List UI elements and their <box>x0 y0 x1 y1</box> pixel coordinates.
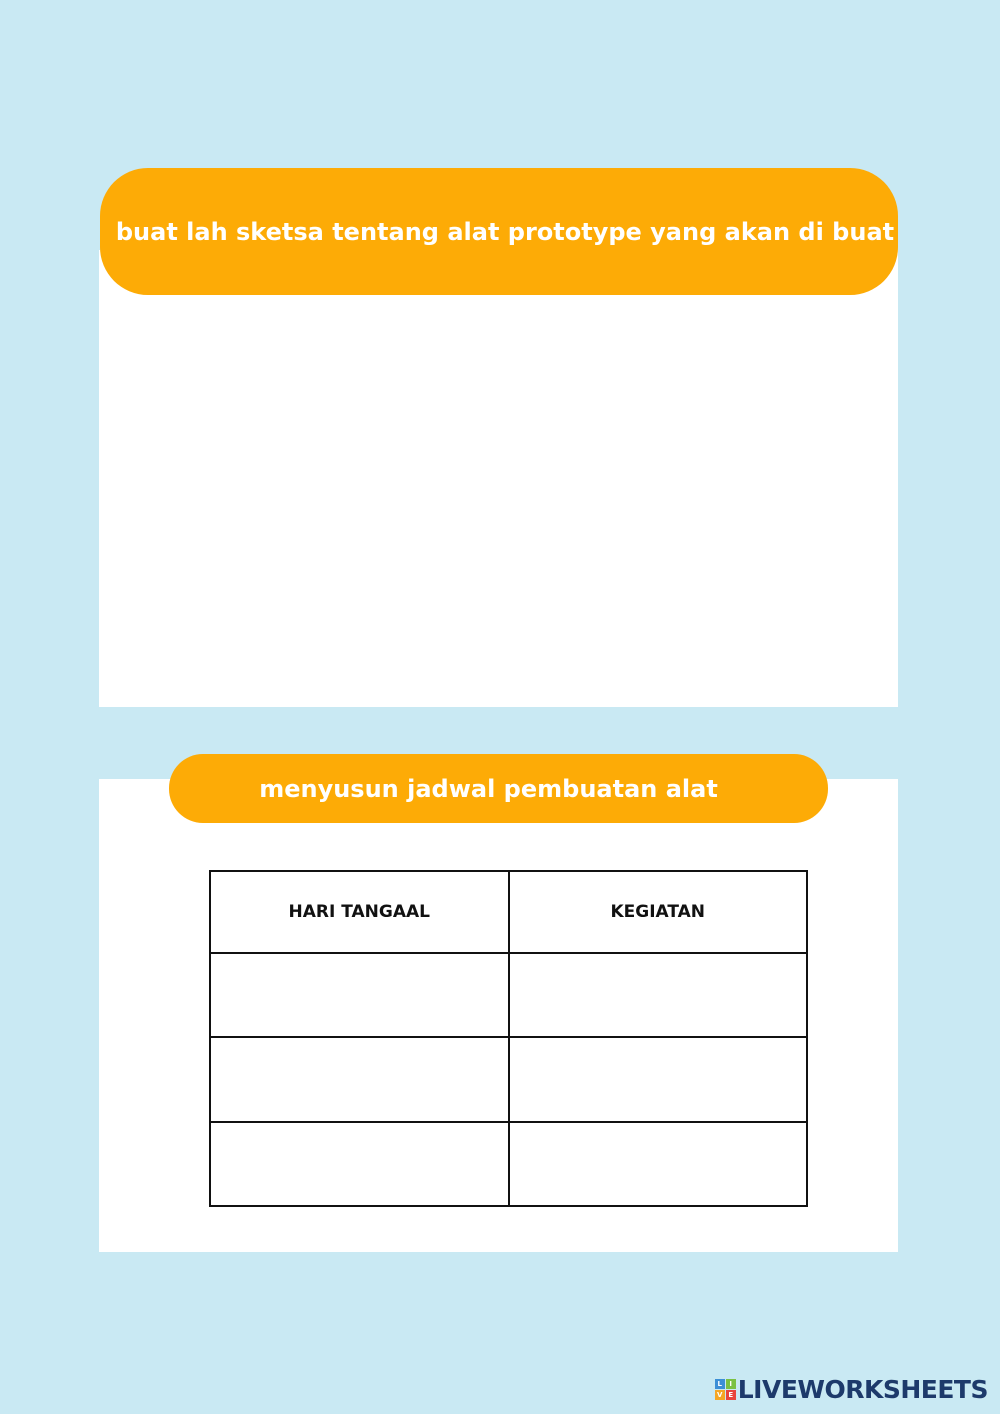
schedule-section-title-text: menyusun jadwal pembuatan alat <box>259 774 718 803</box>
logo-letter: E <box>726 1390 736 1400</box>
header-kegiatan: KEGIATAN <box>509 871 808 953</box>
schedule-table <box>209 870 808 1207</box>
table-row <box>210 1122 807 1206</box>
liveworksheets-brand[interactable] <box>715 1375 988 1404</box>
sketch-section-title-text: buat lah sketsa tentang alat prototype yang akan di buat <box>115 217 895 246</box>
liveworksheets-logo-icon <box>715 1379 736 1400</box>
brand-name: LIVEWORKSHEETS <box>737 1375 988 1404</box>
table-cell-date[interactable] <box>210 1122 509 1206</box>
sketch-drawing-area[interactable] <box>99 250 898 707</box>
sketch-section-title <box>100 168 898 295</box>
table-cell-date[interactable] <box>210 1037 509 1121</box>
table-cell-activity[interactable] <box>509 1122 808 1206</box>
logo-letter: L <box>715 1379 725 1389</box>
header-hari-tanggal: HARI TANGAAL <box>210 871 509 953</box>
table-header-row <box>210 871 807 953</box>
table-cell-activity[interactable] <box>509 953 808 1037</box>
table-cell-date[interactable] <box>210 953 509 1037</box>
table-row <box>210 1037 807 1121</box>
table-cell-activity[interactable] <box>509 1037 808 1121</box>
logo-letter: V <box>715 1390 725 1400</box>
table-row <box>210 953 807 1037</box>
schedule-section-title <box>169 754 828 823</box>
logo-letter: I <box>726 1379 736 1389</box>
